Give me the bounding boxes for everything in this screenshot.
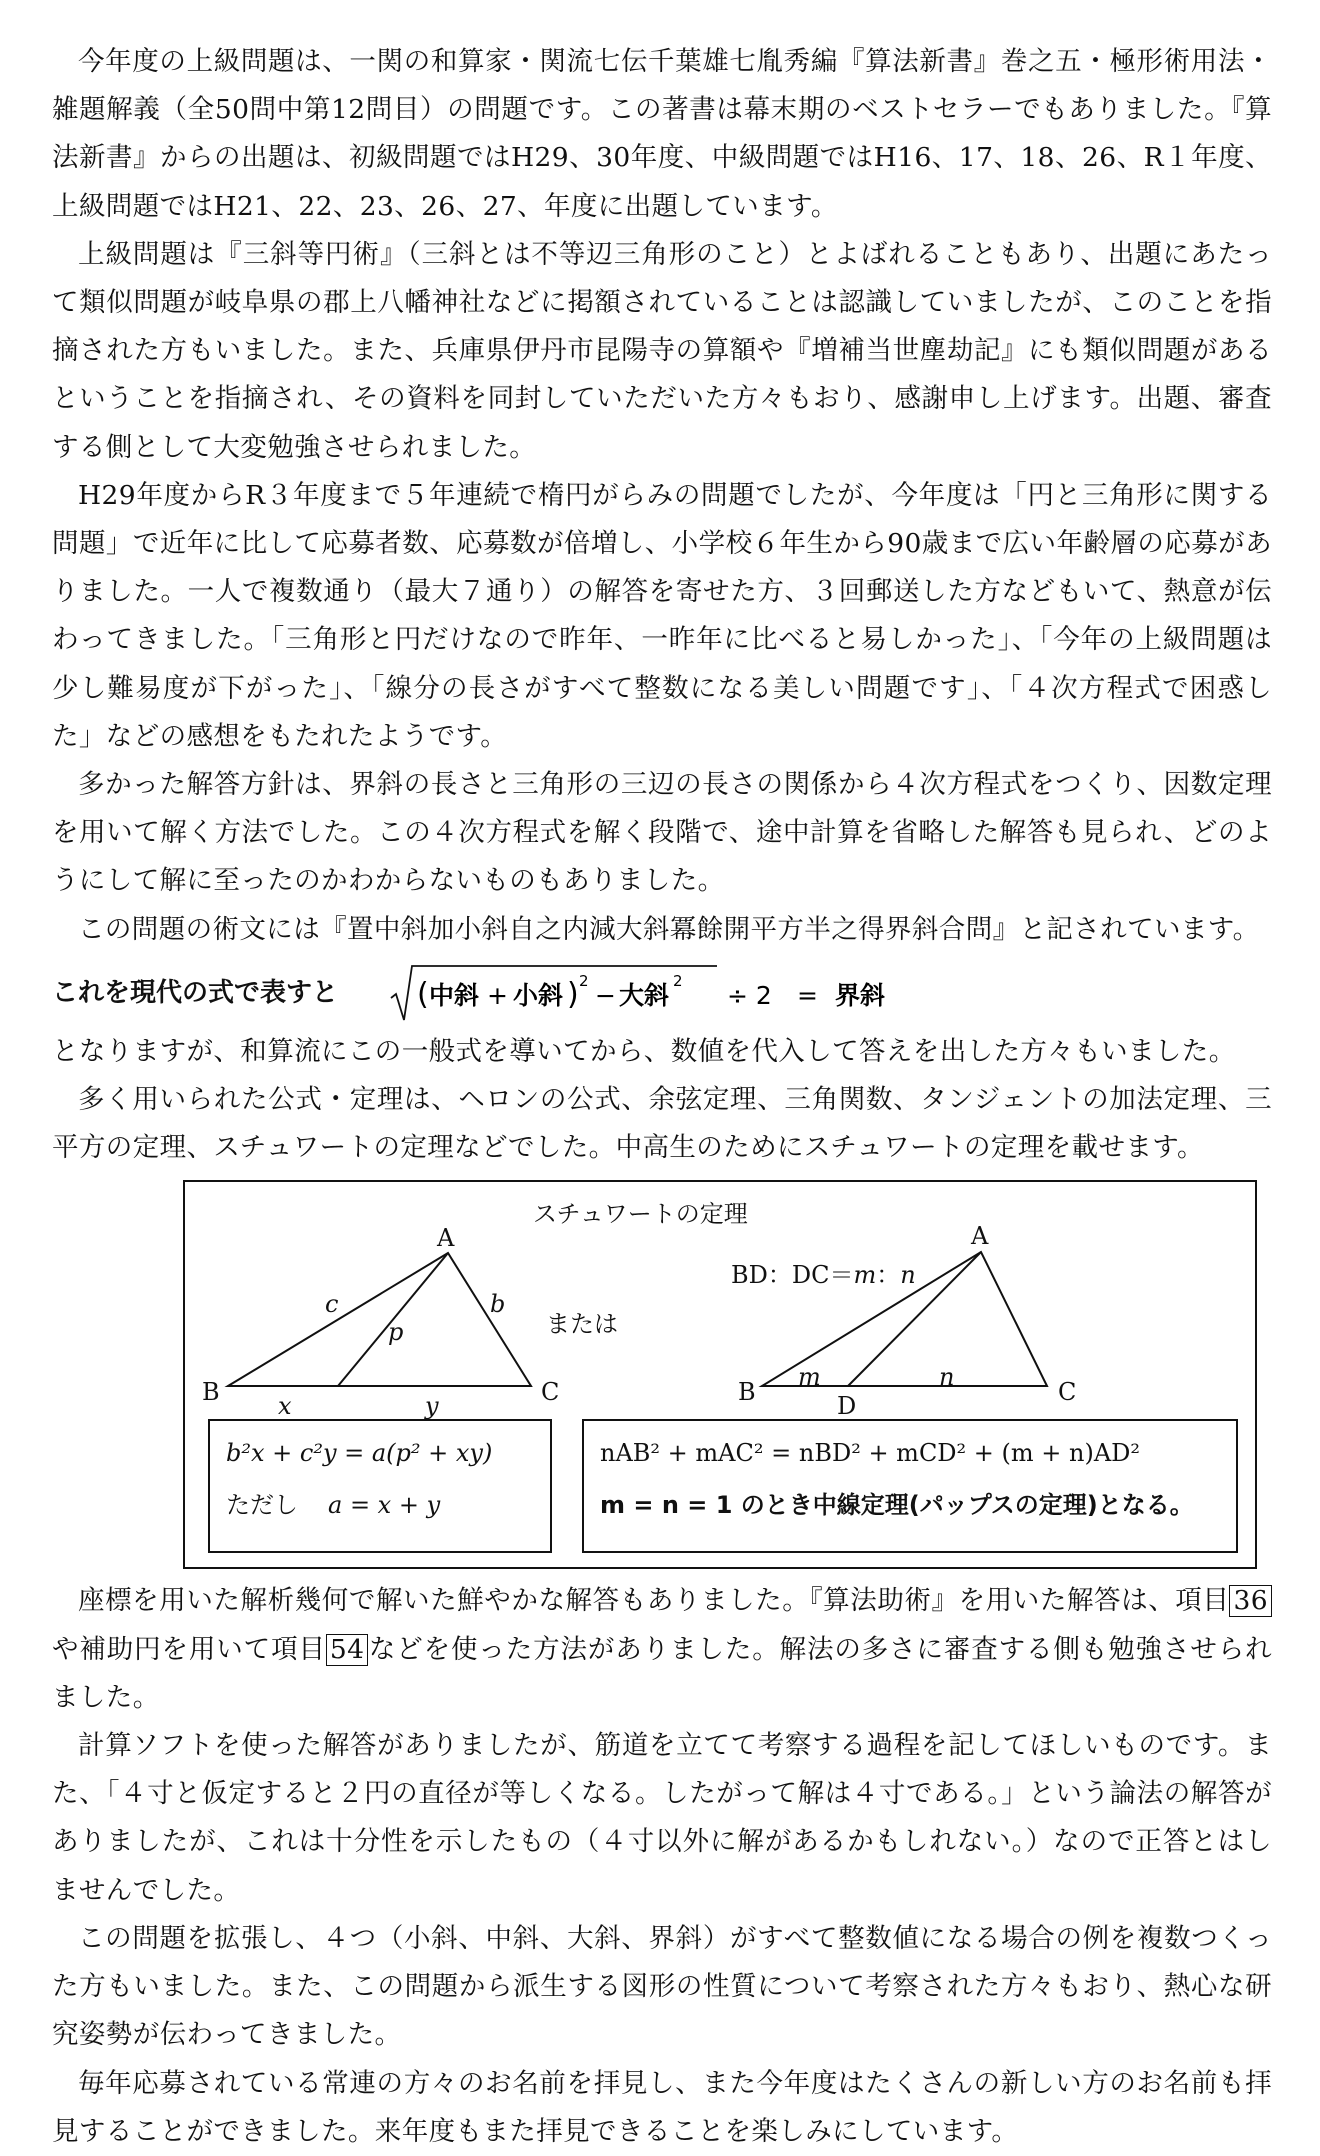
kai-sha-formula xyxy=(387,964,947,1024)
svg-text:−: − xyxy=(595,980,616,1010)
document-page xyxy=(52,38,1272,2156)
formula-box-right: nAB² + mAC² = nBD² + mCD² + (m + n)AD² m = n = 1 のとき中線定理(パップスの定理)となる。 xyxy=(582,1419,1238,1553)
paragraph: となりますが、和算流にこの一般式を導いてから、数値を代入して答えを出した方々もいました。 xyxy=(52,1035,1236,1067)
svg-text:+: + xyxy=(487,980,508,1010)
svg-text:(: ( xyxy=(417,976,429,1012)
svg-text:=: = xyxy=(797,980,818,1010)
stewart-theorem-box: スチュワートの定理 A c b p B C x y または BD：DC＝m：n A B C D m n b²x + c²y = a(p² + xy) ただし a = x + y nAB² + mAC² = nBD² + mCD² + (m + n)AD² m = n = 1 のとき中線定理(パップスの定理)となる。 xyxy=(183,1180,1257,1569)
sho-sha-text: 小斜 xyxy=(513,980,564,1010)
chu-sha-text: 中斜 xyxy=(429,980,480,1010)
or-text: または xyxy=(546,1310,618,1339)
paragraph: この問題を拡張し、４つ（小斜、中斜、大斜、界斜）がすべて整数値になる場合の例を複数つくった方もいました。また、この問題から派生する図形の性質について考察された方々もおり、熱心な研究姿勢が伝わってきました。 xyxy=(52,1922,1272,2051)
svg-text:÷ 2: ÷ 2 xyxy=(727,980,772,1010)
svg-text:): ) xyxy=(567,976,579,1012)
formula-line xyxy=(52,964,1272,1024)
paragraph: H29年度からR３年度まで５年連続で楕円がらみの問題でしたが、今年度は「円と三角形に関する問題」で近年に比して応募者数、応募数が倍増し、小学校６年生から90歳まで広い年齢層の応募がありました。一人で複数通り（最大７通り）の解答を寄せた方、３回郵送した方などもいて、熱意が伝わってきました。「三角形と円だけなので昨年、一昨年に比べると易しかった」、「今年の上級問題は少し難易度が下がった」、「線分の長さがすべて整数になる美しい問題です」、「４次方程式で困惑した」などの感想をもたれたようです。 xyxy=(52,479,1272,752)
formula-lead: これを現代の式で表すと xyxy=(52,977,339,1008)
paragraph: この問題の術文には『置中斜加小斜自之内減大斜冪餘開平方半之得界斜合問』と記されています。 xyxy=(78,913,1260,945)
item-number-box: 54 xyxy=(326,1634,369,1666)
item-number-box: 36 xyxy=(1229,1585,1272,1617)
dai-sha-text: 大斜 xyxy=(619,980,670,1010)
paragraph: 多く用いられた公式・定理は、ヘロンの公式、余弦定理、三角関数、タンジェントの加法定理、三平方の定理、スチュワートの定理などでした。中高生のためにスチュワートの定理を載せます。 xyxy=(52,1084,1272,1164)
paragraph: 多かった解答方針は、界斜の長さと三角形の三辺の長さの関係から４次方程式をつくり、因数定理を用いて解く方法でした。この４次方程式を解く段階で、途中計算を省略した解答も見られ、どのようにして解に至ったのかわからないものもありました。 xyxy=(52,769,1272,897)
svg-text:2: 2 xyxy=(579,971,589,990)
svg-text:2: 2 xyxy=(673,971,683,990)
paragraph: 計算ソフトを使った解答がありましたが、筋道を立てて考察する過程を記してほしいものです。また、「４寸と仮定すると２円の直径が等しくなる。したがって解は４寸である。」という論法の解答がありましたが、これは十分性を示したもの（４寸以外に解があるかもしれない。）なので正答とはしませんでした。 xyxy=(52,1730,1272,1906)
kai-sha-text: 界斜 xyxy=(835,980,886,1010)
paragraph-with-boxes: 座標を用いた解析幾何で解いた鮮やかな解答もありました。『算法助術』を用いた解答は、項目 36や補助円を用いて項目 54 などを使った方法がありました。解法の多さに審査する側も勉強させられました。 xyxy=(52,1585,1273,1713)
ratio-text: BD：DC＝m：n xyxy=(731,1261,916,1290)
paragraph: 毎年応募されている常連の方々のお名前を拝見し、また今年度はたくさんの新しい方のお名前も拝見することができました。来年度もまた拝見できることを楽しみにしています。 xyxy=(52,2067,1272,2147)
paragraph: 今年度の上級問題は、一関の和算家・関流七伝千葉雄七胤秀編『算法新書』巻之五・極形術用法・雑題解義（全50問中第12問目）の問題です。この著書は幕末期のベストセラーでもありました。『算法新書』からの出題は、初級問題ではH29、30年度、中級問題ではH16、17、18、26、R１年度、上級問題ではH21、22、23、26、27、年度に出題しています。 xyxy=(52,46,1272,222)
paragraph: 上級問題は『三斜等円術』（三斜とは不等辺三角形のこと）とよばれることもあり、出題にあたって類似問題が岐阜県の郡上八幡神社などに掲額されていることは認識していましたが、このことを指摘された方もいました。また、兵庫県伊丹市昆陽寺の算額や『増補当世塵劫記』にも類似問題があるということを指摘され、その資料を同封していただいた方々もおり、感謝申し上げます。出題、審査する側として大変勉強させられました。 xyxy=(52,238,1272,463)
formula-box-left: b²x + c²y = a(p² + xy) ただし a = x + y xyxy=(208,1419,552,1553)
stewart-title: スチュワートの定理 xyxy=(533,1200,748,1229)
